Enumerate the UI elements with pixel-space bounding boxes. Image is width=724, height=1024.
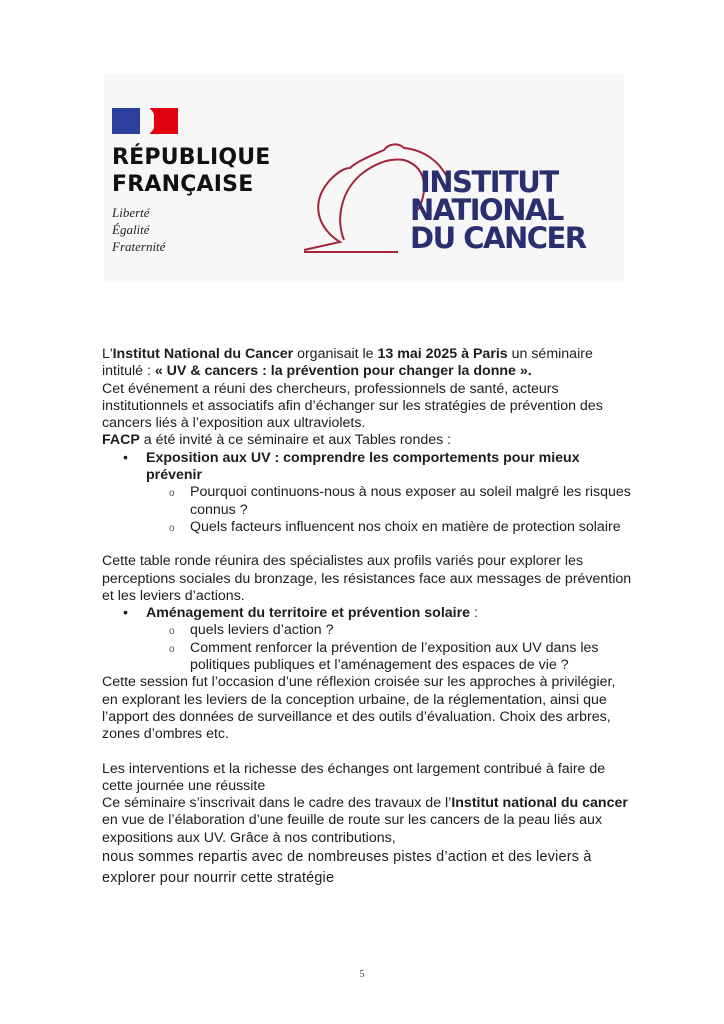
facp-invitation [102,432,632,449]
document-body [102,346,632,889]
inca-wordmark [410,165,586,255]
text: un séminaire intitulé : [102,346,593,380]
inca-line2: NATIONAL [410,193,563,227]
spacer [102,744,632,761]
roundtable1-title: Exposition aux UV : comprendre les comportements pour mieux prévenir [146,449,580,484]
question-item [169,622,632,639]
roundtable2-title: Aménagement du territoire et prévention solaire [146,605,471,622]
roundtable1-questions [146,484,632,536]
inca-line3: DU CANCER [410,221,586,255]
motto-liberte: Liberté [112,205,150,220]
context-paragraph [102,795,632,847]
question-item [169,518,632,536]
org-name: Institut national du cancer [451,795,628,812]
text: Ce séminaire s’inscrivait dans le cadre des travaux de l’ [102,795,452,812]
roundtable1-item [123,449,632,536]
roundtable2-description: Cette session fut l’occasion d’une réflexion croisée sur les approches à privilégier, en explorant les leviers de la conception urbaine, de la réglementation, ainsi que l’apport des données de surveillance et des outils d’évaluation. Choix des arbres, zones d’ombres etc. [102,674,616,743]
text: en vue de l’élaboration d’une feuille de route sur les cancers de la peau liés aux expositions aux UV. Grâce à nos contributions, [102,812,603,846]
flag-blue-band [112,108,142,134]
marianne-profile [140,108,154,134]
question-text: Quels facteurs influencent nos choix en matière de protection solaire [190,518,621,535]
rf-name [112,144,271,198]
question-item [169,484,632,519]
event-date: 13 mai 2025 à Paris [377,346,508,362]
roundtable2-list [102,605,632,674]
question-text: quels leviers d’action ? [190,622,334,639]
roundtable2-item [123,605,632,674]
conclusion-paragraph: Les interventions et la richesse des échanges ont largement contribué à faire de cette journée une réussite [102,760,606,794]
closing-paragraph: nous sommes repartis avec de nombreuses pistes d’action et des leviers à explorer pour nourrir cette stratégie [102,849,592,887]
event-description: Cet événement a réuni des chercheurs, professionnels de santé, acteurs institutionnels et associatifs afin d’échanger sur les stratégies de prévention des cancers liés à l’exposition aux ultraviolets. [102,380,603,432]
intro-paragraph [102,346,632,381]
flag-red-band [150,108,178,134]
roundtable1-description: Cette table ronde réunira des spécialistes aux profils variés pour explorer les perceptions sociales du bronzage, les résistances face aux messages de prévention et les leviers d’actions. [102,553,632,604]
rf-motto [112,204,271,255]
rf-name-line1: RÉPUBLIQUE [112,145,271,170]
motto-egalite: Égalité [112,222,150,237]
text: L' [102,346,113,362]
bullet-icon: • [123,449,128,466]
logo-banner [104,74,624,282]
circle-bullet-icon: o [169,522,175,534]
facp-name: FACP [102,432,140,449]
question-text: Pourquoi continuons-nous à nous exposer au soleil malgré les risques connus ? [190,484,631,518]
roundtable2-questions [146,622,632,674]
inca-line1: INSTITUT [420,165,558,199]
roundtable1-list [102,450,632,536]
question-item [169,639,632,675]
circle-bullet-icon: o [169,488,175,500]
org-name: Institut National du Cancer [112,346,294,362]
bullet-icon: • [123,605,128,622]
swoosh-inner [304,160,424,253]
circle-bullet-icon: o [169,643,175,655]
motto-fraternite: Fraternité [112,239,166,254]
circle-bullet-icon: o [169,626,175,638]
question-text: Comment renforcer la prévention de l’exposition aux UV dans les politiques publiques et l’aménagement des espaces de vie ? [190,639,599,674]
spacer [102,536,632,553]
seminar-title: « UV & cancers : la prévention pour changer la donne ». [154,363,532,380]
text: : [470,605,478,622]
text: organisait le [293,346,378,362]
marianne-flag-icon [112,108,178,134]
page-number: 5 [359,969,365,980]
republique-francaise-logo [112,108,271,255]
rf-name-line2: FRANÇAISE [112,172,254,197]
text: a été invité à ce séminaire et aux Tables rondes : [139,432,452,449]
